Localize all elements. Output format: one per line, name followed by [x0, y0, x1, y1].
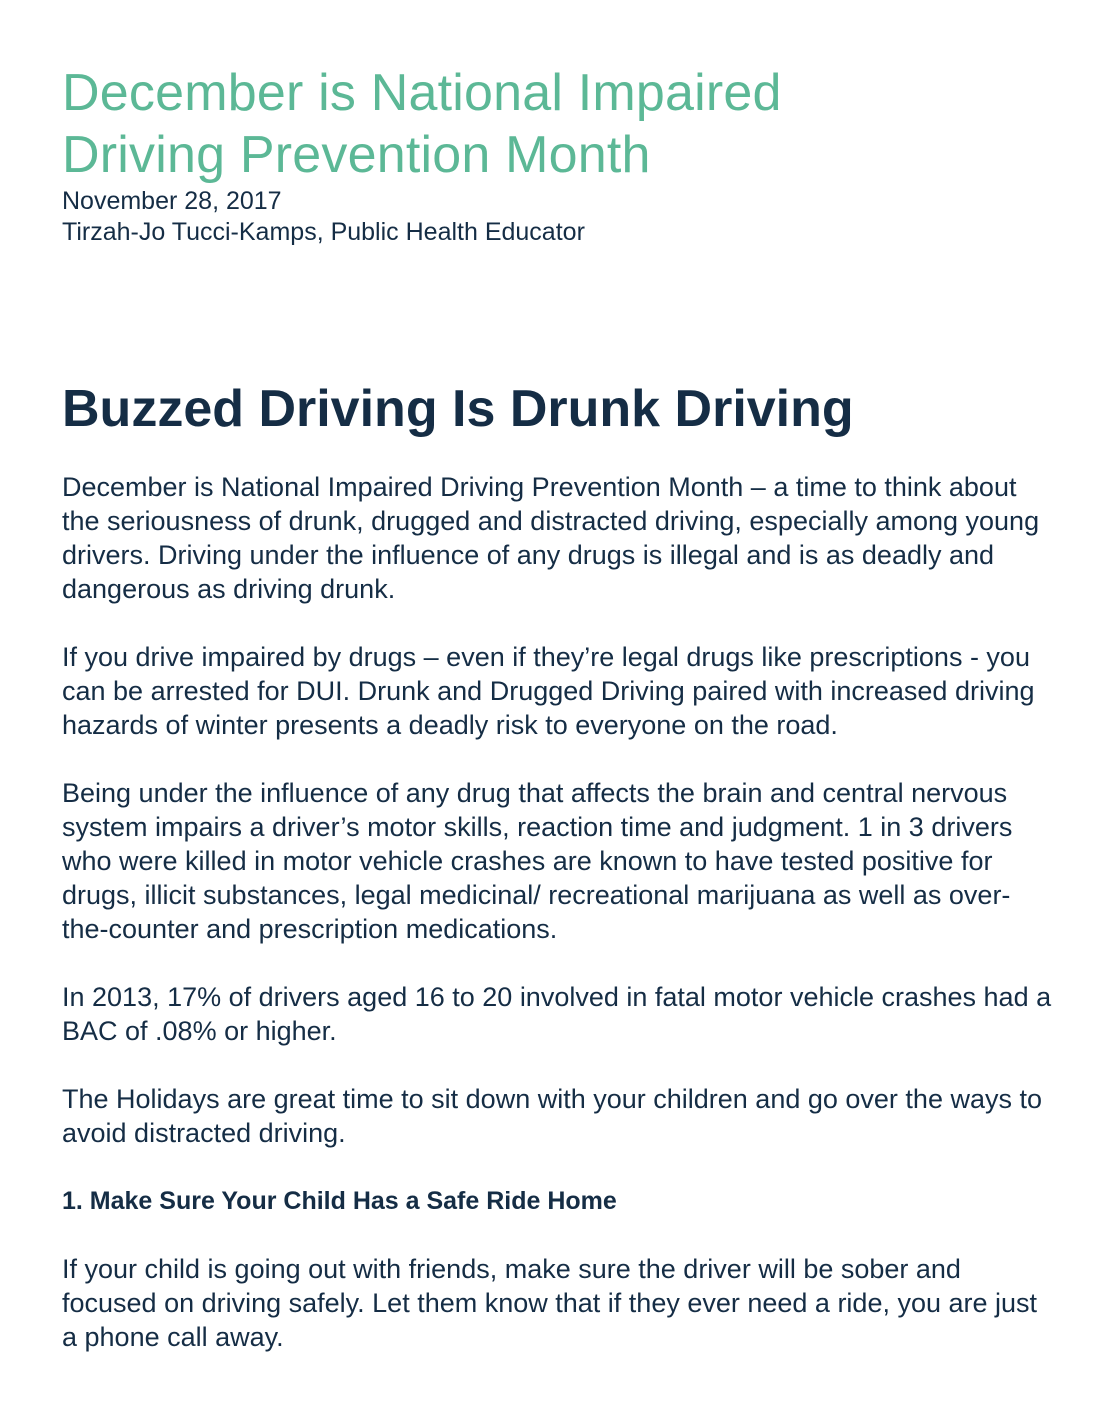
author-byline: Tirzah-Jo Tucci-Kamps, Public Health Educator	[62, 218, 585, 246]
article-meta	[62, 186, 1052, 248]
article-headline: Buzzed Driving Is Drunk Driving	[62, 380, 854, 438]
section-paragraph: If your child is going out with friends, make sure the driver will be sober and focused on driving safely. Let them know that if they ever need a ride, you are just a phone call away.	[62, 1254, 1038, 1352]
publish-date: November 28, 2017	[62, 187, 282, 215]
section-subheading: 1. Make Sure Your Child Has a Safe Ride Home	[62, 1187, 617, 1215]
article-body	[62, 470, 1052, 1388]
body-paragraph: In 2013, 17% of drivers aged 16 to 20 involved in fatal motor vehicle crashes had a BAC of .08% or higher.	[62, 982, 1052, 1046]
page-title-line-1: December is National Impaired	[62, 64, 782, 122]
page-title	[62, 62, 1052, 186]
document-page	[62, 62, 1052, 1352]
body-paragraph: December is National Impaired Driving Prevention Month – a time to think about the seriousness of drunk, drugged and distracted driving, especially among young drivers. Driving under the influence of any drugs is illegal and is as deadly and dangerous as driving drunk.	[62, 472, 1040, 604]
body-paragraph: Being under the influence of any drug that affects the brain and central nervous system impairs a driver’s motor skills, reaction time and judgment. 1 in 3 drivers who were killed in motor vehicle crashes are known to have tested positive for drugs, illicit substances, legal medicinal/ recreational marijuana as well as over-the-counter and prescription medications.	[62, 778, 1013, 944]
body-paragraph: The Holidays are great time to sit down with your children and go over the ways to avoid distracted driving.	[62, 1084, 1042, 1148]
body-paragraph: If you drive impaired by drugs – even if they’re legal drugs like prescriptions - you can be arrested for DUI. Drunk and Drugged Driving paired with increased driving hazards of winter presents a deadly risk to everyone on the road.	[62, 642, 1035, 740]
page-title-line-2: Driving Prevention Month	[62, 126, 651, 184]
